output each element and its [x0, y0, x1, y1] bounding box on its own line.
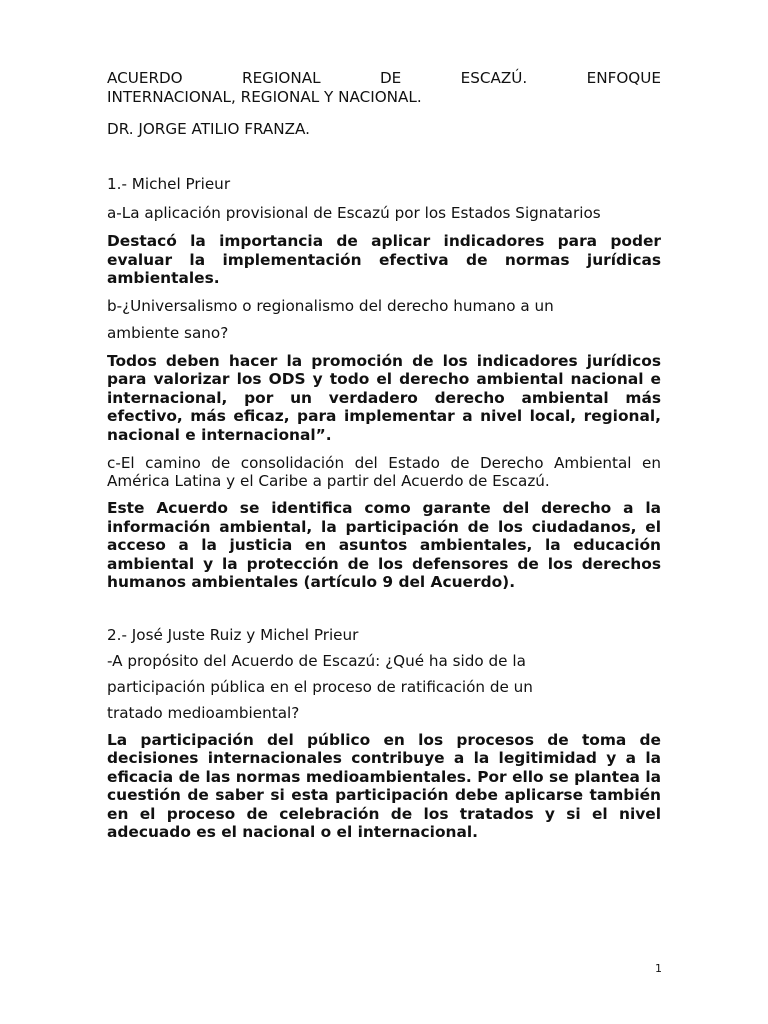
- document-page: [107, 69, 661, 842]
- author-name: DR. JORGE ATILIO FRANZA.: [107, 120, 311, 138]
- title-word: DE: [379, 69, 402, 87]
- title-word: ACUERDO: [107, 69, 183, 87]
- section-1-answer-c: Este Acuerdo se identifica como garante del derecho a la información ambiental, la participación de los ciudadanos, el acceso a la justicia en asuntos ambientales, la educación ambiental y la protección de los defensores de los derechos humanos ambientales (artículo 9 del Acuerdo).: [107, 499, 661, 591]
- title-word: REGIONAL: [242, 69, 321, 87]
- section-2-answer: La participación del público en los procesos de toma de decisiones internacionales contribuye a la legitimidad y a la eficacia de las normas medioambientales. Por ello se plantea la cuestión de saber si esta participación debe aplicarse también en el proceso de celebración de los tratados y si el nivel adecuado es el nacional o el internacional.: [107, 730, 661, 841]
- section-1-item-c: c-El camino de consolidación del Estado de Derecho Ambiental en América Latina y el Caribe a partir del Acuerdo de Escazú.: [107, 454, 661, 490]
- section-1-item-a: a-La aplicación provisional de Escazú por los Estados Signatarios: [107, 204, 601, 222]
- title-word: ESCAZÚ.: [460, 69, 528, 87]
- section-1-item-b-line-1: b-¿Universalismo o regionalismo del derecho humano a un: [107, 296, 554, 315]
- section-2-question-line-1: -A propósito del Acuerdo de Escazú: ¿Qué ha sido de la: [107, 651, 526, 670]
- document-title: [107, 69, 661, 107]
- page-number: 1: [655, 962, 662, 975]
- section-1-answer-b: Todos deben hacer la promoción de los indicadores jurídicos para valorizar los ODS y todo el derecho ambiental nacional e internacional, por un verdadero derecho ambiental más efectivo, más eficaz, para implementar a nivel local, regional, nacional e internacional”.: [107, 351, 661, 444]
- section-1-heading: 1.- Michel Prieur: [107, 175, 231, 193]
- title-line-1: [107, 69, 661, 88]
- section-1-item-b-line-2: ambiente sano?: [107, 323, 229, 342]
- section-2-heading: 2.- José Juste Ruiz y Michel Prieur: [107, 625, 359, 644]
- section-2-question-line-2: participación pública en el proceso de ratificación de un: [107, 677, 533, 696]
- section-2-question-line-3: tratado medioambiental?: [107, 703, 300, 722]
- title-word: ENFOQUE: [586, 69, 661, 87]
- section-1-answer-a: Destacó la importancia de aplicar indicadores para poder evaluar la implementación efectiva de normas jurídicas ambientales.: [107, 232, 661, 287]
- title-line-2: INTERNACIONAL, REGIONAL Y NACIONAL.: [107, 88, 422, 106]
